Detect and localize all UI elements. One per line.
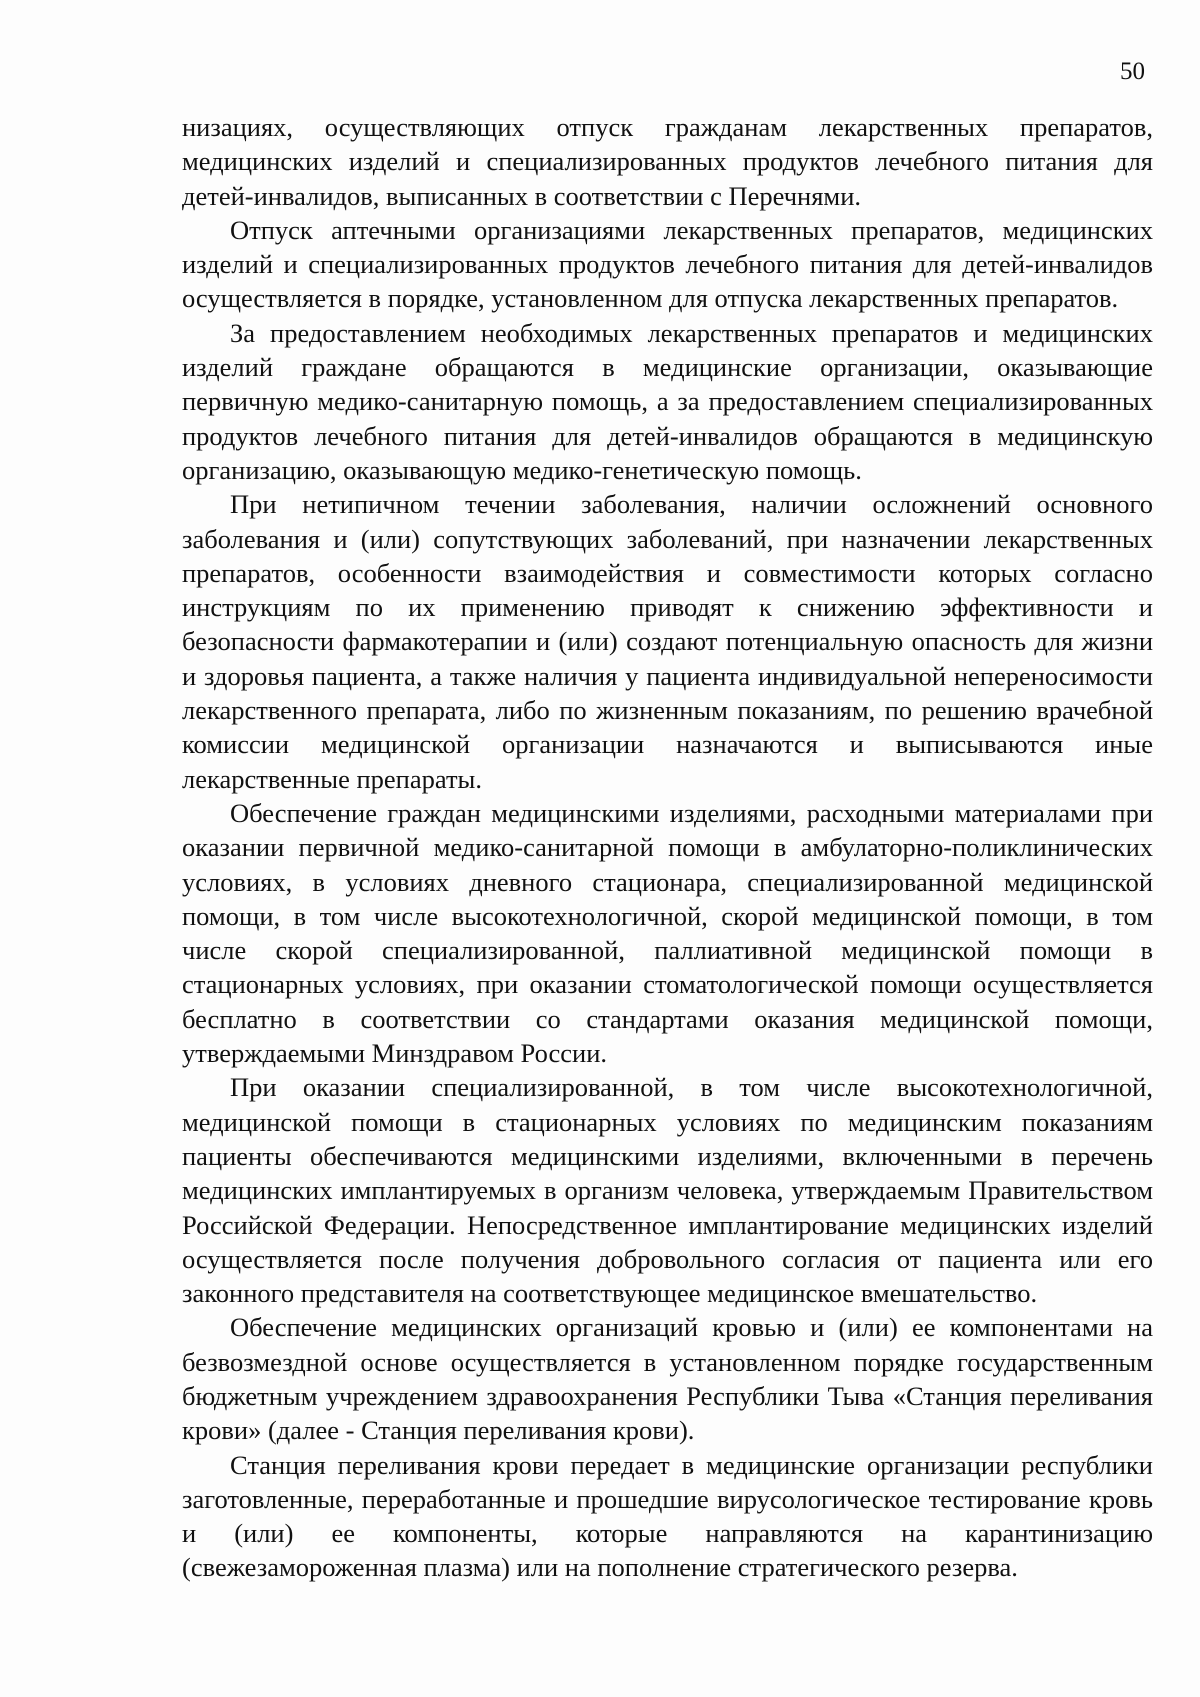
paragraph-blood-supply: Обеспечение медицинских организаций кровью и (или) ее компонентами на безвозмездной основе осуществляется в установленном порядке государственным бюджетным учреждением здравоохранения Республики Тыва «Станция переливания крови» (далее - Станция переливания крови). (182, 1312, 1153, 1446)
paragraph-pharmacy-dispensing: Отпуск аптечными организациями лекарственных препаратов, медицинских изделий и специализированных продуктов лечебного питания для детей-инвалидов осуществляется в порядке, установленном для отпуска лекарственных препаратов. (182, 214, 1153, 314)
paragraph-atypical-course: При нетипичном течении заболевания, наличии осложнений основного заболевания и (или) сопутствующих заболеваний, при назначении лекарственных препаратов, особенности взаимодействия и совместимости которых согласно инструкциям по их применению приводят к снижению эффективности и безопасности фармакотерапии и (или) создают потенциальную опасность для жизни и здоровья пациента, а также наличия у пациента индивидуальной непереносимости лекарственного препарата, либо по жизненным показаниям, по решению врачебной комиссии медицинской организации назначаются и выписываются иные лекарственные препараты. (182, 489, 1153, 794)
page-number: 50 (1120, 58, 1145, 85)
paragraph-blood-station-transfer: Станция переливания крови передает в медицинские организации республики заготовленные, переработанные и прошедшие вирусологическое тестирование кровь и (или) ее компоненты, которые направляются на карантинизацию (свежезамороженная плазма) или на пополнение стратегического резерва. (182, 1449, 1153, 1583)
paragraph-medical-devices-supply: Обеспечение граждан медицинскими изделиями, расходными материалами при оказании первичной медико-санитарной помощи в амбулаторно-поликлинических условиях, в условиях дневного стационара, специализированной медицинской помощи, в том числе высокотехнологичной, скорой медицинской помощи, в том числе скорой специализированной, паллиативной медицинской помощи в стационарных условиях, при оказании стоматологической помощи осуществляется бесплатно в соответствии со стандартами оказания медицинской помощи, утверждаемыми Минздравом России. (182, 797, 1153, 1069)
document-body (182, 110, 1153, 1585)
paragraph-provision-requests: За предоставлением необходимых лекарственных препаратов и медицинских изделий граждане обращаются в медицинские организации, оказывающие первичную медико-санитарную помощь, а за предоставлением специализированных продуктов лечебного питания для детей-инвалидов обращаются в медицинскую организацию, оказывающую медико-генетическую помощь. (182, 317, 1153, 485)
paragraph-implantable-devices: При оказании специализированной, в том числе высокотехнологичной, медицинской помощи в стационарных условиях по медицинским показаниям пациенты обеспечиваются медицинскими изделиями, включенными в перечень медицинских имплантируемых в организм человека, утверждаемым Правительством Российской Федерации. Непосредственное имплантирование медицинских изделий осуществляется после получения добровольного согласия от пациента или его законного представителя на соответствующее медицинское вмешательство. (182, 1072, 1153, 1309)
paragraph-continuation: низациях, осуществляющих отпуск гражданам лекарственных препаратов, медицинских изделий и специализированных продуктов лечебного питания для детей-инвалидов, выписанных в соответствии с Перечнями. (182, 112, 1153, 211)
